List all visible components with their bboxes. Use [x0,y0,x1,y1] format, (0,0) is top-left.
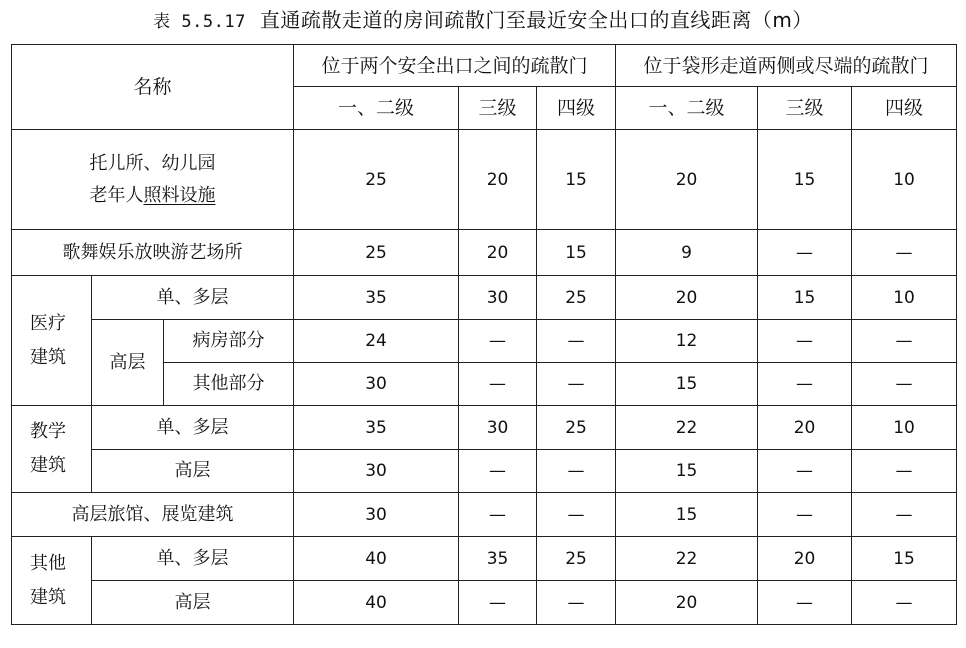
table-title: 直通疏散走道的房间疏散门至最近安全出口的直线距离（m） [259,8,813,32]
header-row-1 [12,45,957,87]
category-label: 教学建筑 [30,421,66,476]
level-header: 四级 [852,87,957,130]
value-cell: — [852,450,957,493]
value-cell: 10 [852,276,957,320]
value-cell: 40 [294,581,459,625]
table-row [12,276,957,320]
value-cell: — [537,450,616,493]
table-row [12,537,957,581]
value-cell: 15 [537,130,616,230]
value-cell: 30 [294,450,459,493]
level-header: 一、二级 [294,87,459,130]
value-cell: 40 [294,537,459,581]
value-cell: 25 [537,276,616,320]
value-cell: 25 [537,537,616,581]
sub-label: 高层 [92,450,294,493]
value-cell: — [537,320,616,363]
sub-sub-label: 其他部分 [164,363,294,406]
value-cell: 25 [537,406,616,450]
value-cell: — [758,450,852,493]
value-cell: — [758,493,852,537]
table-row [12,130,957,230]
value-cell: 9 [616,230,758,276]
sub-sub-label: 病房部分 [164,320,294,363]
value-cell: 35 [459,537,537,581]
value-cell: 35 [294,276,459,320]
table-number: 表 5.5.17 [153,12,246,32]
table-row [12,230,957,276]
group-header-between-exits: 位于两个安全出口之间的疏散门 [294,45,616,87]
value-cell: 22 [616,537,758,581]
category-teaching [12,406,92,493]
value-cell: — [459,450,537,493]
sub-label: 单、多层 [92,276,294,320]
value-cell: — [758,320,852,363]
value-cell: — [852,581,957,625]
value-cell: — [758,581,852,625]
group-header-dead-end: 位于袋形走道两侧或尽端的疏散门 [616,45,957,87]
value-cell: — [459,493,537,537]
value-cell: 15 [616,493,758,537]
value-cell: 15 [616,450,758,493]
value-cell: 20 [616,581,758,625]
value-cell: 30 [294,493,459,537]
row-label-text: 老年人 [89,184,144,206]
value-cell: 22 [616,406,758,450]
table-row [12,320,957,363]
row-label-line: 托儿所、幼儿园 [89,152,216,174]
name-header: 名称 [12,45,294,130]
row-label-line [12,180,293,212]
value-cell: 15 [852,537,957,581]
value-cell: — [852,363,957,406]
row-label-nursery [12,130,294,230]
level-header: 三级 [459,87,537,130]
value-cell: 15 [616,363,758,406]
value-cell: — [758,363,852,406]
value-cell: — [852,320,957,363]
category-other [12,537,92,625]
value-cell: 25 [294,230,459,276]
value-cell: — [459,581,537,625]
sub-label: 高层 [92,320,164,406]
table-caption [0,6,966,36]
category-label: 医疗建筑 [30,312,66,368]
value-cell: 20 [758,537,852,581]
value-cell: 20 [459,230,537,276]
value-cell: 30 [294,363,459,406]
value-cell: — [537,581,616,625]
value-cell: 10 [852,406,957,450]
value-cell: 20 [616,130,758,230]
value-cell: 20 [459,130,537,230]
value-cell: 15 [758,130,852,230]
category-label: 其他建筑 [30,552,66,608]
sub-label: 单、多层 [92,537,294,581]
table-row [12,450,957,493]
table-row [12,493,957,537]
value-cell: 20 [758,406,852,450]
value-cell: 30 [459,276,537,320]
category-medical [12,276,92,406]
evacuation-distance-table [11,44,957,625]
value-cell: 10 [852,130,957,230]
underlined-text: 照料设施 [143,184,216,206]
value-cell: — [852,493,957,537]
value-cell: — [852,230,957,276]
sub-label: 单、多层 [92,406,294,450]
value-cell: — [537,363,616,406]
level-header: 四级 [537,87,616,130]
value-cell: 25 [294,130,459,230]
value-cell: — [758,230,852,276]
value-cell: 20 [616,276,758,320]
row-label-dance: 歌舞娱乐放映游艺场所 [12,230,294,276]
value-cell: 24 [294,320,459,363]
value-cell: — [537,493,616,537]
table-row [12,406,957,450]
value-cell: 30 [459,406,537,450]
value-cell: — [459,320,537,363]
value-cell: 35 [294,406,459,450]
value-cell: 15 [758,276,852,320]
table-row [12,581,957,625]
row-label-hotel: 高层旅馆、展览建筑 [12,493,294,537]
level-header: 三级 [758,87,852,130]
level-header: 一、二级 [616,87,758,130]
sub-label: 高层 [92,581,294,625]
value-cell: — [459,363,537,406]
value-cell: 12 [616,320,758,363]
value-cell: 15 [537,230,616,276]
